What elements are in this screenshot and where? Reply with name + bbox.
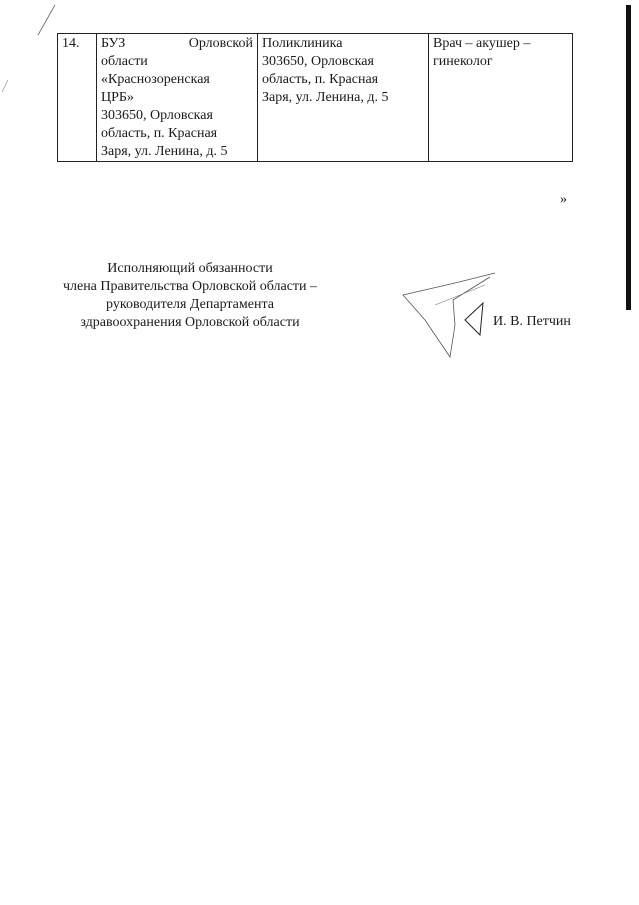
title-line: Исполняющий обязанности (107, 261, 273, 276)
organization-line: 303650, Орловская (101, 108, 213, 123)
organization-line: «Краснозоренская (101, 72, 210, 87)
position-line: Врач – акушер – (433, 36, 531, 51)
organization-line: области (101, 54, 148, 69)
organization-cell (97, 34, 258, 162)
position-cell (429, 34, 573, 162)
subdivision-line: Заря, ул. Ленина, д. 5 (262, 90, 389, 105)
scan-edge-shadow (626, 5, 631, 310)
signatory-name: И. В. Петчин (493, 314, 571, 329)
scan-pen-marks (0, 0, 60, 100)
organization-line: область, п. Красная (101, 126, 218, 141)
organization-line: Заря, ул. Ленина, д. 5 (101, 144, 228, 159)
subdivision-line: область, п. Красная (262, 72, 379, 87)
organization-line-1: БУЗ Орловской (101, 36, 253, 51)
subdivision-cell (258, 34, 429, 162)
closing-quote: » (560, 192, 567, 207)
organization-line: ЦРБ» (101, 90, 134, 105)
handwritten-signature (395, 265, 505, 365)
row-number: 14. (58, 34, 97, 162)
table-row (58, 34, 573, 162)
position-line: гинеколог (433, 54, 493, 69)
subdivision-line: 303650, Орловская (262, 54, 374, 69)
assignment-table (57, 33, 573, 162)
title-line: руководителя Департамента (106, 297, 274, 312)
title-line: члена Правительства Орловской области – (62, 279, 318, 294)
subdivision-line: Поликлиника (262, 36, 343, 51)
signatory-title (40, 260, 340, 332)
title-line: здравоохранения Орловской области (80, 315, 300, 330)
